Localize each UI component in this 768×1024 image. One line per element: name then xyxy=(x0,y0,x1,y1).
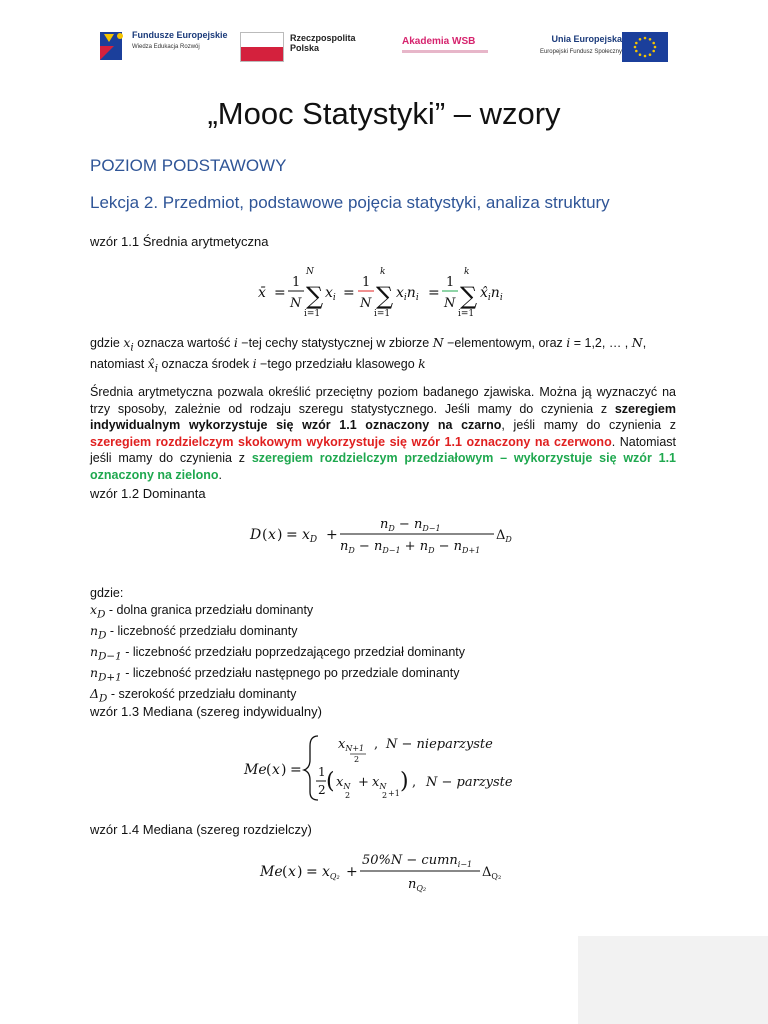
svg-text:1: 1 xyxy=(446,275,455,290)
svg-text:): ) xyxy=(400,769,409,794)
svg-text:N: N xyxy=(444,296,456,311)
def-text: - liczebność przedziału poprzedzającego przedział dominanty xyxy=(121,644,465,659)
svg-text:nD − nD−1: $n_D - n_{D-1}$ xyxy=(380,517,441,533)
svg-text:∑: ∑ xyxy=(460,282,478,310)
svg-text:N: N xyxy=(360,296,372,311)
desc-text: gdzie xyxy=(90,336,124,350)
svg-text:nQ₂: $n_{Q_2}$ xyxy=(408,877,427,893)
para-text: . Natomiast jeśli mamy do czynienia z xyxy=(90,434,676,465)
mean-description: gdzie $x_i$ oznacza wartość i −tej cechy statystycznej w zbiorze N −elementowym, oraz i = 1,2, … , N, natomiast $x̂_i$ oznacza środek i −tego przedziału klasowego k xyxy=(90,335,647,375)
svg-text:xini: $x_in_i$ xyxy=(396,285,419,303)
svg-text:): ) xyxy=(277,527,283,543)
svg-text:N: N xyxy=(290,296,302,311)
svg-text:(: ( xyxy=(282,864,288,880)
wsb-name: Akademia WSB xyxy=(402,36,476,47)
svg-text:2: 2 xyxy=(318,783,326,797)
svg-text:xN+1: $x_{N+1}$ xyxy=(338,737,365,753)
svg-text:x̄: x̄ xyxy=(258,285,266,301)
svg-text:xi: $x_i$ xyxy=(325,285,336,303)
svg-text:k: k xyxy=(464,267,470,277)
svg-text:x: x xyxy=(272,762,280,778)
svg-text:(: ( xyxy=(326,769,335,794)
svg-text:x: x xyxy=(268,527,276,543)
median-pct-label: 50%N − cumn xyxy=(362,853,458,868)
page-title: „Mooc Statystyki” – wzory xyxy=(207,96,561,131)
fe-name: Fundusze Europejskie xyxy=(132,30,228,40)
svg-text:=: = xyxy=(290,762,302,778)
dominant-definitions xyxy=(90,585,465,707)
poland-flag xyxy=(240,32,284,62)
fe-logo-text xyxy=(132,30,228,52)
svg-text:+: + xyxy=(346,864,358,880)
def-row: $n_D$ - liczebność przedziału dominanty xyxy=(90,622,298,641)
desc-text: oznacza środek xyxy=(158,357,253,371)
mean-explanation xyxy=(90,384,676,483)
page-corner-shade xyxy=(578,936,768,1024)
lesson-heading: Lekcja 2. Przedmiot, podstawowe pojęcia statystyki, analiza struktury xyxy=(90,193,610,212)
para-text: , jeśli mamy do czynienia z xyxy=(501,418,676,432)
svg-text:i=1: i=1 xyxy=(374,309,391,319)
svg-text:xN: $x_N$ xyxy=(336,775,351,791)
def-row: $\Delta_D$ - szerokość przedziału dominanty xyxy=(90,685,297,704)
desc-text: natomiast xyxy=(90,357,148,371)
svg-text:=: = xyxy=(306,864,318,880)
svg-text:x: x xyxy=(288,864,296,880)
svg-text:(: ( xyxy=(262,527,268,543)
header-logos xyxy=(98,26,668,70)
def-text: - dolna granica przedziału dominanty xyxy=(105,602,314,617)
desc-text: −tej cechy statystycznej w zbiorze xyxy=(237,336,433,350)
svg-text:+: + xyxy=(326,527,338,543)
svg-text:+: + xyxy=(358,775,369,790)
formula-1-1-heading: wzór 1.1 Średnia arytmetyczna xyxy=(90,234,269,249)
para-red-bold: szeregiem rozdzielczym skokowym wykorzystuje się wzór 1.1 oznaczony na czerwono xyxy=(90,434,612,449)
svg-text:nD − nD−1 + nD − nD+1: $n_D - n_{D-1} + n_D - n_{D+1}$ xyxy=(340,539,481,555)
rp-name: Rzeczpospolita Polska xyxy=(290,33,356,53)
ue-fund: Europejski Fundusz Społeczny xyxy=(539,49,622,55)
median-even-label: N − parzyste xyxy=(426,775,513,790)
para-text: Średnia arytmetyczna pozwala określić przeciętny poziom badanego zjawiska. Można ją wyznaczyć na trzy sposoby, zależnie od rodzaju szeregu statystycznego. Jeśli mamy do czynienia z xyxy=(90,385,676,416)
svg-text:Me: Me xyxy=(244,762,267,778)
svg-text:k: k xyxy=(380,267,386,277)
dominant-formula xyxy=(248,512,528,558)
level-heading: POZIOM PODSTAWOWY xyxy=(90,156,287,175)
desc-text: oznacza wartość xyxy=(133,336,234,350)
desc-text: −elementowym, oraz xyxy=(443,336,567,350)
svg-text:i=1: i=1 xyxy=(304,309,321,319)
svg-text:D: D xyxy=(250,527,262,543)
svg-text:ΔQ₂: $\Delta_{Q_2}$ xyxy=(482,865,502,881)
desc-text: −tego przedziału klasowego xyxy=(256,357,419,371)
defs-intro: gdzie: xyxy=(90,586,124,600)
svg-text:=: = xyxy=(428,285,440,301)
formula-1-2-heading: wzór 1.2 Dominanta xyxy=(90,486,206,501)
svg-text:∑: ∑ xyxy=(306,282,324,310)
svg-text:,: , xyxy=(374,737,379,752)
svg-text:i=1: i=1 xyxy=(458,309,475,319)
svg-text:N: N xyxy=(306,267,314,277)
svg-text:xN: $x_N$ xyxy=(372,775,387,791)
fundusze-europejskie-logo xyxy=(98,28,130,64)
svg-text:+1: +1 xyxy=(388,789,400,798)
para-green-bold: szeregiem rozdzielczym przedziałowym – wykorzystuje się wzór 1.1 oznaczony na zielono xyxy=(90,451,676,482)
def-text: - szerokość przedziału dominanty xyxy=(107,686,297,701)
svg-text:=: = xyxy=(343,285,355,301)
svg-text:Me: Me xyxy=(260,864,283,880)
para-text: . xyxy=(218,467,222,482)
formula-1-3-heading: wzór 1.3 Mediana (szereg indywidualny) xyxy=(90,704,322,719)
svg-text:xD: $x_D$ xyxy=(302,527,318,545)
svg-text:1: 1 xyxy=(318,765,326,779)
svg-text:∑: ∑ xyxy=(376,282,394,310)
fe-program: Wiedza Edukacja Rozwój xyxy=(132,44,200,50)
svg-text:): ) xyxy=(281,762,287,778)
svg-text:xQ₂: $x_{Q_2}$ xyxy=(322,864,340,881)
para-black-bold: szeregiem indywidualnym wykorzystuje się wzór 1.1 oznaczony na czarno xyxy=(90,401,676,432)
svg-text:50%N − cumni−1: 50%N − cumn$_{i-1}$ xyxy=(362,853,473,869)
def-row: $n_{D-1}$ - liczebność przedziału poprzedzającego przedział dominanty xyxy=(90,643,465,662)
wsb-tagline-bar xyxy=(402,50,488,53)
formula-1-4-heading: wzór 1.4 Mediana (szereg rozdzielczy) xyxy=(90,822,312,837)
svg-text:2: 2 xyxy=(354,755,360,764)
median-individual-formula xyxy=(242,730,532,802)
svg-text:=: = xyxy=(286,527,298,543)
svg-text:x̂ini: $x̂_in_i$ xyxy=(480,285,503,303)
def-row: $x_D$ - dolna granica przedziału dominanty xyxy=(90,601,314,620)
def-text: - liczebność przedziału dominanty xyxy=(106,623,298,638)
svg-text:1: 1 xyxy=(292,275,301,290)
median-odd-label: N − nieparzyste xyxy=(386,737,493,752)
median-grouped-formula xyxy=(258,848,518,898)
ue-name: Unia Europejska xyxy=(551,34,622,44)
svg-text:2: 2 xyxy=(345,791,351,800)
mean-formula xyxy=(250,264,530,320)
ue-logo-text xyxy=(512,34,622,58)
svg-text:1: 1 xyxy=(362,275,371,290)
def-text: - liczebność przedziału następnego po przedziale dominanty xyxy=(121,665,460,680)
svg-text:): ) xyxy=(297,864,303,880)
svg-text:,: , xyxy=(412,775,417,790)
svg-text:2: 2 xyxy=(382,791,388,800)
svg-text:(: ( xyxy=(266,762,272,778)
svg-text:=: = xyxy=(274,285,286,301)
eu-flag xyxy=(622,32,668,62)
def-row: $n_{D+1}$ - liczebność przedziału następnego po przedziale dominanty xyxy=(90,664,460,683)
svg-text:ΔD: $\Delta_D$ xyxy=(496,528,512,544)
